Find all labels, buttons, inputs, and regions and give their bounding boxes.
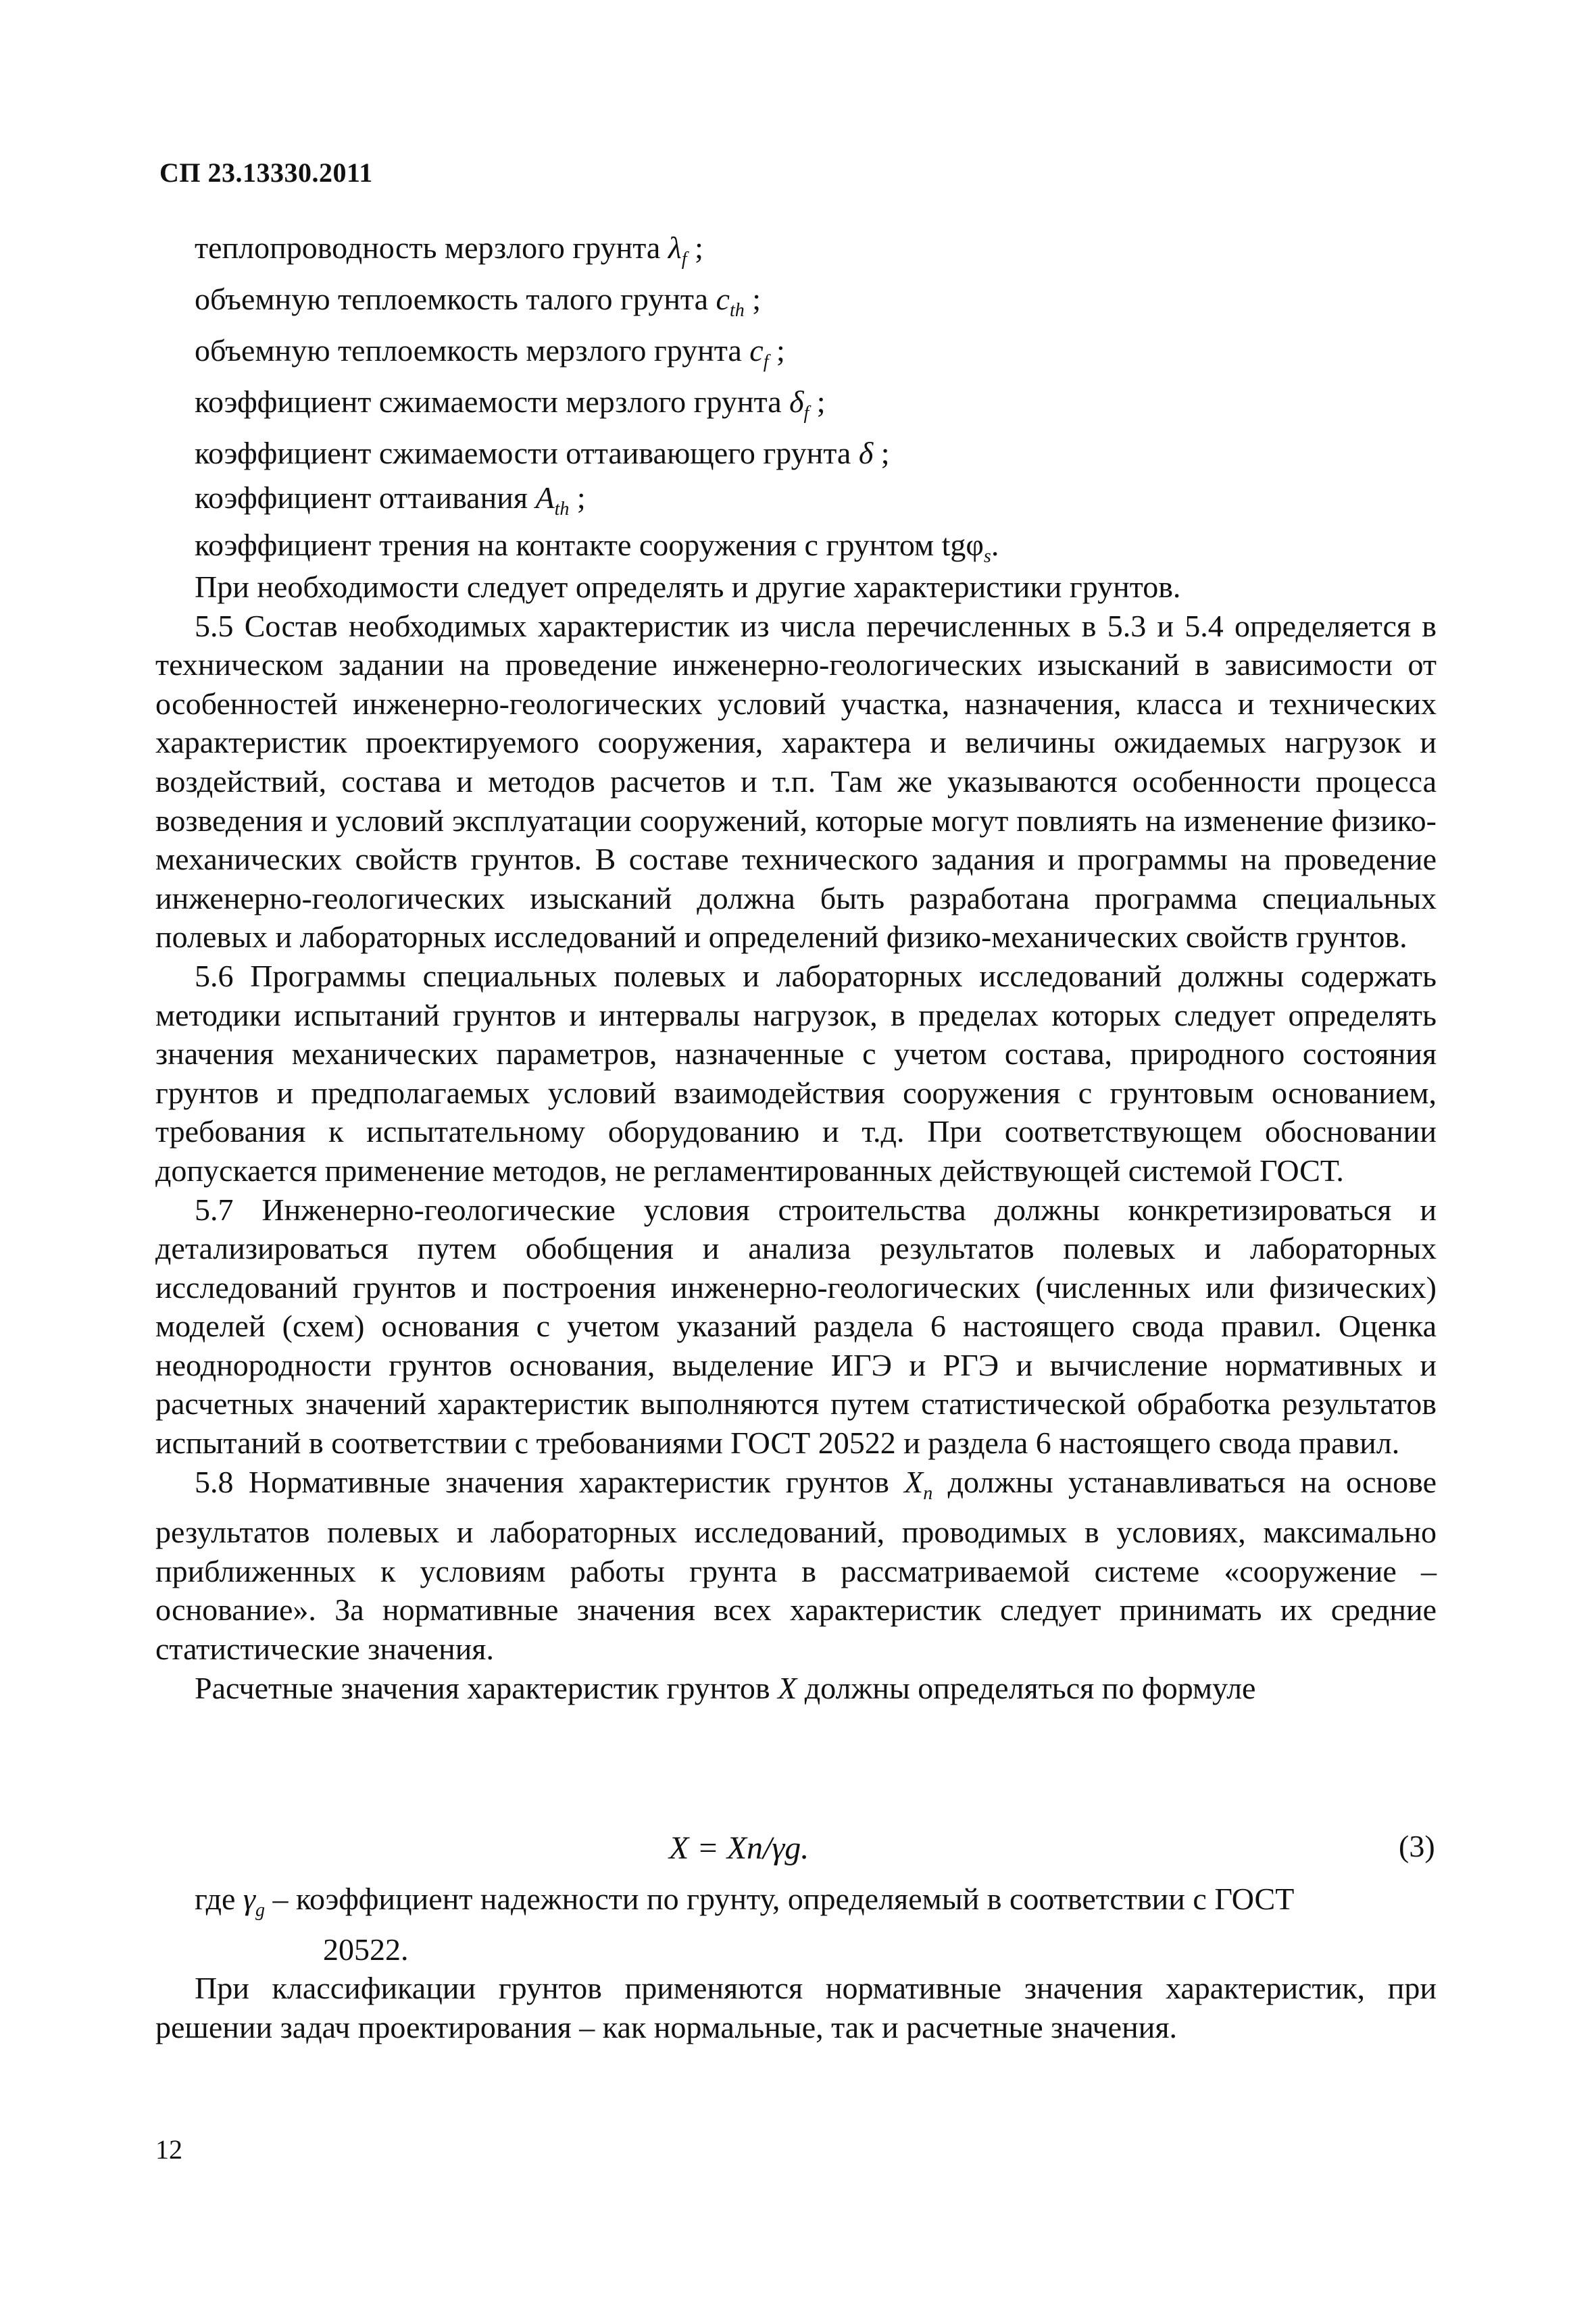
paragraph-5-8: 5.8 Нормативные значения характеристик грунтов $X_n$ должны устанавливаться на основе результатов полевых и лабораторных исследований, проводимых в условиях, максимально приближенных к условиям работы грунта в рассматриваемой системе «сооружение – основание». За нормативные значения всех характеристик следует принимать их средние статистические значения. <box>155 1464 1437 1667</box>
list-item: теплопроводность мерзлого грунта $\lambda_f$ ; <box>195 230 703 270</box>
formula-3: X = Xn/γg. <box>669 1830 809 1866</box>
list-item: коэффициент сжимаемости оттаивающего грунта δ ; <box>195 436 890 470</box>
formula-number: (3) <box>1399 1829 1435 1863</box>
formula-explanation: где $\gamma_g$ – коэффициент надежности по грунту, определяемый в соответствии с ГОСТ 20522. <box>195 1882 1295 1967</box>
paragraph-classification: При классификации грунтов применяются нормативные значения характеристик, при решении задач проектирования – как нормальные, так и расчетные значения. <box>155 1971 1437 2044</box>
list-item: коэффициент сжимаемости мерзлого грунта $\delta_f$ ; <box>195 384 826 424</box>
document-code-header: СП 23.13330.2011 <box>159 157 373 188</box>
paragraph-5-6: 5.6 Программы специальных полевых и лабораторных исследований должны содержать методики испытаний грунтов и интервалы нагрузок, в пределах которых следует определять значения механических параметров, назначенные с учетом состава, природного состояния грунтов и предполагаемых условий взаимодействия сооружения с грунтовым основанием, требования к испытательному оборудованию и т.д. При соответствующем обосновании допускается применение методов, не регламентированных действующей системой ГОСТ. <box>155 958 1437 1188</box>
list-item: объемную теплоемкость талого грунта $c_{th}$ ; <box>195 282 761 321</box>
paragraph-other-characteristics: При необходимости следует определять и другие характеристики грунтов. <box>195 570 1181 604</box>
main-text <box>155 568 1437 1707</box>
paragraph-5-5: 5.5 Состав необходимых характеристик из числа перечисленных в 5.3 и 5.4 определяется в техническом задании на проведение инженерно-геологических изысканий в зависимости от особенностей инженерно-геологических условий участка, назначения, класса и технических характеристик проектируемого сооружения, характера и величины ожидаемых нагрузок и воздействий, состава и методов расчетов и т.п. Там же указываются особенности процесса возведения и условий эксплуатации сооружений, которые могут повлиять на изменение физико-механических свойств грунтов. В составе технического задания и программы на проведение инженерно-геологических изысканий должна быть разработана программа специальных полевых и лабораторных исследований и определений физико-механических свойств грунтов. <box>155 608 1437 955</box>
list-item: коэффициент трения на контакте сооружения с грунтом tgφ$_s$. <box>195 528 999 567</box>
paragraph-5-7: 5.7 Инженерно-геологические условия строительства должны конкретизироваться и детализироваться путем обобщения и анализа результатов полевых и лабораторных исследований грунтов и построения инженерно-геологических (численных или физических) моделей (схем) основания с учетом указаний раздела 6 настоящего свода правил. Оценка неоднородности грунтов основания, выделение ИГЭ и РГЭ и вычисление нормативных и расчетных значений характеристик выполняются путем статистической обработка результатов испытаний в соответствии с требованиями ГОСТ 20522 и раздела 6 настоящего свода правил. <box>155 1192 1437 1461</box>
page-number: 12 <box>155 2134 182 2165</box>
paragraph-calculated-values: Расчетные значения характеристик грунтов X должны определяться по формуле <box>195 1670 1256 1705</box>
list-item: коэффициент оттаивания $A_{th}$ ; <box>195 480 586 520</box>
final-text <box>155 1969 1437 2046</box>
list-item: объемную теплоемкость мерзлого грунта $c_f$ ; <box>195 333 785 372</box>
